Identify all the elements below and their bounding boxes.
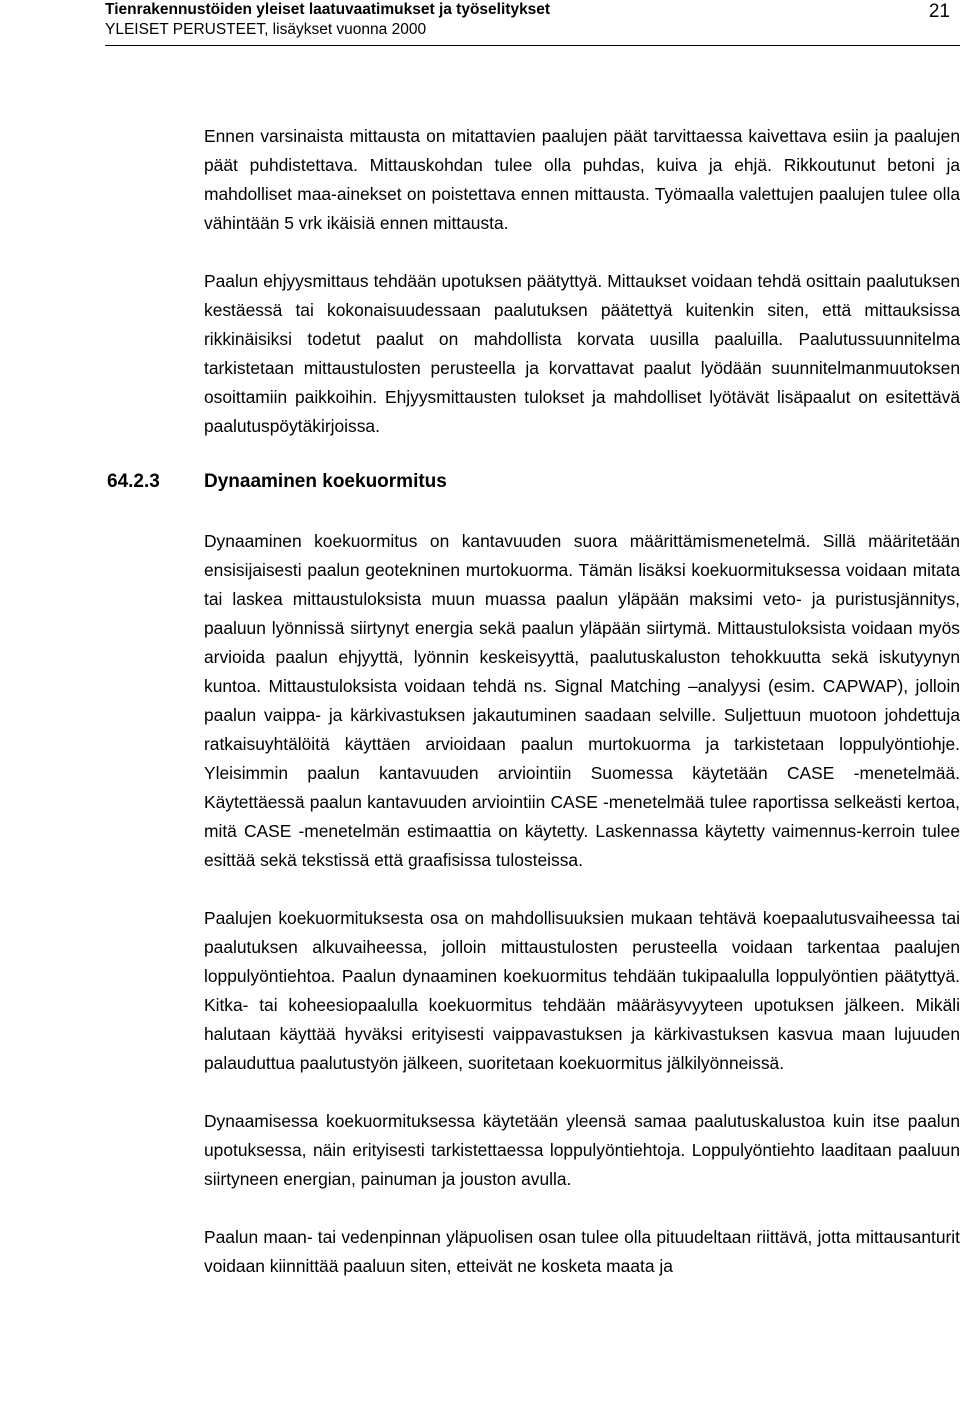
paragraph-integrity-testing: Paalun ehjyysmittaus tehdään upotuksen päätyttyä. Mittaukset voidaan tehdä osittain paalutuksen kestäessä tai kokonaisuudessaan paalutuksen päätettyä kuitenkin siten, että mittauksissa rikkinäisiksi todetut paalut on mahdollista korvata uusilla paaluilla. Paalutussuunnitelma tarkistetaan mittaustulosten perusteella ja korvattavat paalut lyödään suunnitelmanmuutoksen osoittamiin paikkoihin. Ehjyysmittausten tulokset ja mahdolliset lyötävät lisäpaalut on esitettävä paalutuspöytäkirjoissa. [204, 271, 960, 436]
document-subtitle: YLEISET PERUSTEET, lisäykset vuonna 2000 [105, 21, 427, 38]
page-header [105, 0, 955, 50]
page-number: 21 [928, 1, 950, 22]
page-body [107, 122, 960, 1281]
header-divider [105, 45, 960, 46]
paragraph-measurement-preparation: Ennen varsinaista mittausta on mitattavien paalujen päät tarvittaessa kaivettava esiin ja paalujen päät puhdistettava. Mittauskohdan tulee olla puhdas, kuiva ja ehjä. Rikkoutunut betoni ja mahdolliset maa-ainekset on poistettava ennen mittausta. Työmaalla valettujen paalujen tulee olla vähintään 5 vrk ikäisiä ennen mittausta. [204, 126, 960, 233]
document-title: Tienrakennustöiden yleiset laatuvaatimukset ja työselitykset [105, 1, 551, 18]
section-title: Dynaaminen koekuormitus [204, 471, 447, 492]
section-heading [107, 462, 960, 512]
paragraph-pile-length: Paalun maan- tai vedenpinnan yläpuolisen osan tulee olla pituudeltaan riittävä, jotta mittausanturit voidaan kiinnittää paaluun siten, etteivät ne kosketa maata ja [204, 1227, 960, 1276]
paragraph-dynamic-load-test: Dynaaminen koekuormitus on kantavuuden suora määrittämismenetelmä. Sillä määritetään ensisijaisesti paalun geotekninen murtokuorma. Tämän lisäksi koekuormituksessa voidaan mitata tai laskea mittaustuloksista muun muassa paalun yläpään maksimi veto- ja puristusjännitys, paaluun lyönnissä siirtynyt energia sekä paalun yläpään siirtymä. Mittaustuloksista voidaan myös arvioida paalun ehjyyttä, lyönnin keskeisyyttä, paalutuskaluston tehokkuutta sekä iskutyynyn kuntoa. Mittaustuloksista voidaan tehdä ns. Signal Matching –analyysi (esim. CAPWAP), jolloin paalun vaippa- ja kärkivastuksen jakautuminen saadaan selville. Suljettuun muotoon johdettuja ratkaisuyhtälöitä käyttäen arvioidaan paalun murtokuorma ja tarkistetaan loppulyöntiohje. Yleisimmin paalun kantavuuden arviointiin Suomessa käytetään CASE -menetelmää. Käytettäessä paalun kantavuuden arviointiin CASE -menetelmää tulee raportissa selkeästi kertoa, mitä CASE -menetelmän estimaattia on käytetty. Laskennassa käytetty vaimennus-kerroin tulee esittää sekä tekstissä että graafisissa tulosteissa. [204, 531, 960, 870]
paragraph-test-timing: Paalujen koekuormituksesta osa on mahdollisuuksien mukaan tehtävä koepaalutusvaiheessa tai paalutuksen alkuvaiheessa, jolloin mittaustulosten perusteella voidaan tarkentaa paalujen loppulyöntiehtoa. Paalun dynaaminen koekuormitus tehdään tukipaalulla loppulyöntien päätyttyä. Kitka- tai koheesiopaalulla koekuormitus tehdään määräsyvyyteen upotuksen jälkeen. Mikäli halutaan käyttää hyväksi erityisesti vaippavastuksen ja kärkivastuksen kasvua maan lujuuden palauduttua paalutustyön jälkeen, suoritetaan koekuormitus jälkilyönneissä. [204, 908, 960, 1073]
section-number: 64.2.3 [107, 471, 160, 492]
paragraph-equipment: Dynaamisessa koekuormituksessa käytetään yleensä samaa paalutuskalustoa kuin itse paalun upotuksessa, näin erityisesti tarkistettaessa loppulyöntiehtoja. Loppulyöntiehto laaditaan paaluun siirtyneen energian, painuman ja jouston avulla. [204, 1111, 960, 1189]
